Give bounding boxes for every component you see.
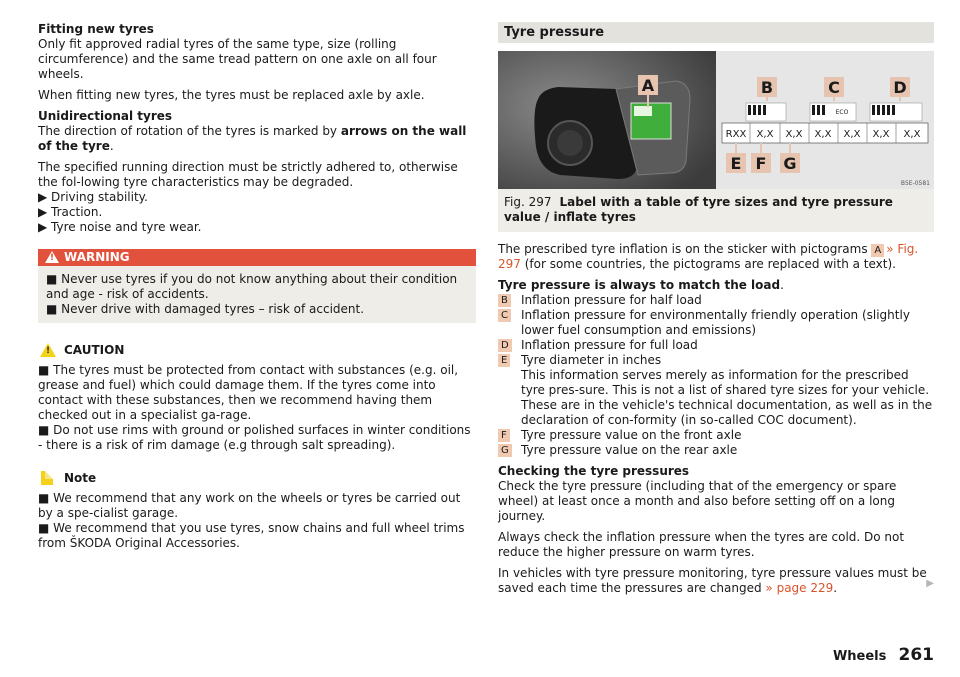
legend-key: E <box>498 354 510 367</box>
sticker-detail <box>634 106 652 116</box>
page-link[interactable]: » page 229 <box>765 581 834 595</box>
warning-label: WARNING <box>64 250 130 264</box>
callout-g-letter: G <box>783 154 797 173</box>
warning-header <box>38 249 476 266</box>
table-cell: X,X <box>785 129 803 140</box>
list-item: ▶ Tyre noise and tyre wear. <box>38 220 202 234</box>
caution-header <box>38 343 476 358</box>
table-cell: X,X <box>756 129 774 140</box>
pictogram-badge: A <box>871 244 884 257</box>
fuel-cap-center <box>557 130 583 156</box>
pressure-table <box>722 123 928 143</box>
monitor-text: In vehicles with tyre pressure monitoring, tyre pressure values must be saved each time the pressures are changed » page 229. <box>498 566 927 595</box>
continue-arrow-icon: ▶ <box>926 578 934 589</box>
footer-section: Wheels <box>832 649 887 664</box>
load-heading: Tyre pressure is always to match the load. <box>498 278 784 292</box>
eco-label: ECO <box>835 109 849 116</box>
replace-text: When fitting new tyres, the tyres must be replaced axle by axle. <box>38 88 425 102</box>
section-title: Tyre pressure <box>498 22 934 43</box>
callout-b-letter: B <box>760 78 774 97</box>
page-footer <box>832 645 934 665</box>
unidir-title: Unidirectional tyres <box>38 109 173 123</box>
legend-item: B Inflation pressure for half load <box>498 293 934 308</box>
list-item: ▶ Driving stability. <box>38 190 148 204</box>
list-item: ▶ Traction. <box>38 205 103 219</box>
check-title: Checking the tyre pressures <box>498 464 690 478</box>
warning-item: ■ Never use tyres if you do not know anything about their condition and age - risk of accidents. <box>46 272 458 301</box>
note-item: ■ We recommend that any work on the wheels or tyres be carried out by a spe-cialist garage. <box>38 491 461 520</box>
table-cell: RXX <box>725 129 747 140</box>
note-header <box>38 471 476 486</box>
warning-box <box>38 266 476 323</box>
legend-key: F <box>498 429 510 442</box>
caution-label: CAUTION <box>64 343 125 357</box>
running-text: The specified running direction must be strictly adhered to, otherwise the fol-lowing tyre characteristics may be degraded. <box>38 160 458 189</box>
fitting-text: Only fit approved radial tyres of the same type, size (rolling circumference) and the same tread pattern on one axle on all four wheels. <box>38 37 437 81</box>
caution-icon: ! <box>40 343 56 357</box>
legend-item: D Inflation pressure for full load <box>498 338 934 353</box>
legend-item: E Tyre diameter in inches <box>498 353 934 368</box>
caution-item: ■ The tyres must be protected from contact with substances (e.g. oil, grease and fuel) which could damage them. If the tyres come into contact with these substances, then we recommend having them checked out in a specialist ga-rage. <box>38 363 459 422</box>
legend-key: G <box>498 444 512 457</box>
figure-caption-text: Label with a table of tyre sizes and tyre pressure value / inflate tyres <box>504 195 893 224</box>
intro-text: The prescribed tyre inflation is on the sticker with pictograms A » Fig. 297 (for some countries, the pictograms are replaced with a text). <box>498 242 919 271</box>
table-cell: X,X <box>814 129 832 140</box>
pictogram-row <box>746 103 922 121</box>
callout-e-letter: E <box>730 154 742 173</box>
callout-a-letter: A <box>641 76 655 95</box>
unidir-text: The direction of rotation of the tyres is marked by arrows on the wall of the tyre. <box>38 124 467 153</box>
callout-d-letter: D <box>893 78 907 97</box>
figure-number: Fig. 297 <box>504 195 552 209</box>
legend-item: C Inflation pressure for environmentally friendly operation (slightly lower fuel consumption and emissions) <box>498 308 934 338</box>
note-label: Note <box>64 471 97 485</box>
table-cell: X,X <box>903 129 921 140</box>
figure-caption <box>498 189 934 232</box>
table-cell: X,X <box>843 129 861 140</box>
callout-f-letter: F <box>755 154 767 173</box>
tyre-label-figure <box>498 51 934 189</box>
left-column <box>38 22 476 551</box>
page-number: 261 <box>898 645 934 665</box>
caution-item: ■ Do not use rims with ground or polished surfaces in winter conditions - there is a risk of rim damage (e.g through salt spreading). <box>38 423 471 452</box>
legend-item: F Tyre pressure value on the front axle <box>498 428 934 443</box>
legend-item-detail: This information serves merely as information for the prescribed tyre pres-sure. This is not a list of shared tyre sizes for your vehicle. These are in the vehicle's technical documentation, as well as in the declaration of con-formity (in so-called COC document). <box>521 368 933 427</box>
figure-code: B5E-0581 <box>900 180 930 187</box>
callout-c-letter: C <box>828 78 840 97</box>
figure-link[interactable]: » Fig. 297 <box>498 242 919 271</box>
legend-key: D <box>498 339 512 352</box>
figure-illustration <box>498 51 934 189</box>
legend-key: B <box>498 294 511 307</box>
bullet-list <box>38 190 476 235</box>
warning-item: ■ Never drive with damaged tyres – risk of accident. <box>46 302 365 316</box>
right-column <box>498 22 934 602</box>
table-cell: X,X <box>872 129 890 140</box>
cold-text: Always check the inflation pressure when the tyres are cold. Do not reduce the higher pressure on warm tyres. <box>498 530 905 559</box>
legend-list <box>498 293 934 458</box>
warning-icon: ! <box>45 251 59 263</box>
legend-item: G Tyre pressure value on the rear axle <box>498 443 934 458</box>
check-text: Check the tyre pressure (including that of the emergency or spare wheel) at least once a month and also before setting off on a long journey. <box>498 479 897 523</box>
legend-key: C <box>498 309 511 322</box>
fitting-title: Fitting new tyres <box>38 22 154 36</box>
note-icon <box>41 471 53 485</box>
note-item: ■ We recommend that you use tyres, snow chains and full wheel trims from ŠKODA Original Accessories. <box>38 521 465 550</box>
